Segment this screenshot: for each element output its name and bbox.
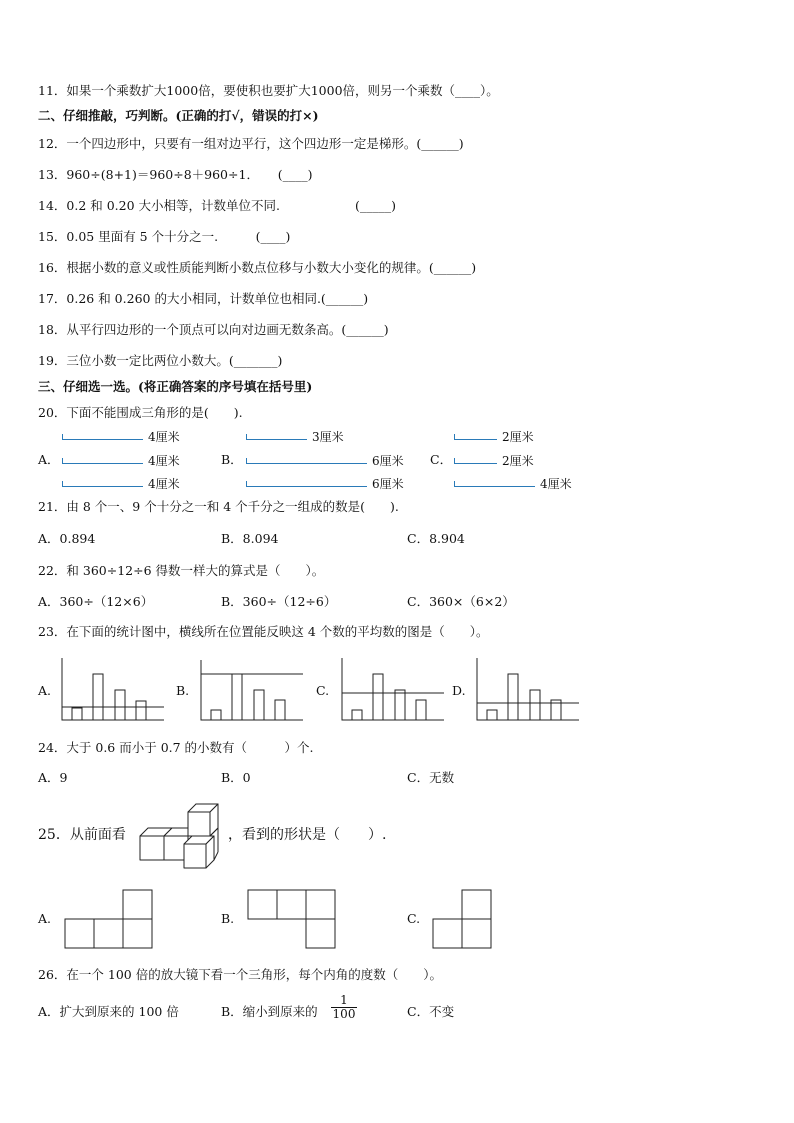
segment-b1 bbox=[246, 434, 307, 440]
q21-option-c: C．8.904 bbox=[407, 531, 465, 546]
segment-c3-length: 4厘米 bbox=[540, 477, 572, 491]
section-2-heading: 二、仔细推敲，巧判断。(正确的打√，错误的打×) bbox=[38, 108, 319, 123]
q20-label-b: B． bbox=[221, 452, 243, 467]
q20-label-a: A． bbox=[38, 452, 60, 467]
bar-chart-c bbox=[340, 656, 450, 724]
section-3-heading: 三、仔细选一选。(将正确答案的序号填在括号里) bbox=[38, 379, 313, 394]
question-15: 15．0.05 里面有 5 个十分之一. (____) bbox=[38, 229, 291, 244]
segment-b2 bbox=[246, 458, 367, 464]
front-view-option-b bbox=[247, 888, 337, 950]
question-14: 14．0.2 和 0.20 大小相等，计数单位不同. (_____) bbox=[38, 198, 397, 213]
segment-a1 bbox=[62, 434, 143, 440]
q23-label-c: C. bbox=[316, 683, 330, 698]
question-12: 12．一个四边形中，只要有一组对边平行，这个四边形一定是梯形。(______) bbox=[38, 136, 464, 151]
fraction-numerator: 1 bbox=[340, 993, 348, 1007]
question-13: 13．960÷(8+1)＝960÷8＋960÷1． (____) bbox=[38, 167, 313, 182]
segment-a3 bbox=[62, 481, 143, 487]
segment-a2-length: 4厘米 bbox=[148, 454, 180, 468]
question-24-stem: 24．大于 0.6 而小于 0.7 的小数有（ ）个. bbox=[38, 740, 314, 755]
question-23-stem: 23．在下面的统计图中，横线所在位置能反映这 4 个数的平均数的图是（ ）。 bbox=[38, 624, 489, 639]
bar-chart-b bbox=[199, 660, 309, 724]
q25-label-c: C. bbox=[407, 911, 421, 926]
q26-option-a: A．扩大到原来的 100 倍 bbox=[38, 1004, 179, 1019]
fraction-denominator: 100 bbox=[332, 1007, 356, 1021]
question-17: 17．0.26 和 0.260 的大小相同，计数单位也相同.(______) bbox=[38, 291, 369, 306]
q26-option-c: C．不变 bbox=[407, 1004, 455, 1019]
segment-c1-length: 2厘米 bbox=[502, 430, 534, 444]
q23-label-b: B. bbox=[176, 683, 190, 698]
q22-option-a: A．360÷（12×6） bbox=[38, 594, 154, 609]
q21-option-a: A．0.894 bbox=[38, 531, 96, 546]
segment-c2 bbox=[454, 458, 497, 464]
q21-option-b: B．8.094 bbox=[221, 531, 279, 546]
question-26-stem: 26．在一个 100 倍的放大镜下看一个三角形，每个内角的度数（ ）。 bbox=[38, 967, 442, 982]
bar-chart-d bbox=[475, 656, 585, 724]
cube-stack-3d bbox=[138, 800, 230, 870]
q25-label-a: A. bbox=[38, 911, 52, 926]
segment-c1 bbox=[454, 434, 497, 440]
segment-c3 bbox=[454, 481, 535, 487]
segment-b2-length: 6厘米 bbox=[372, 454, 404, 468]
q24-option-b: B．0 bbox=[221, 770, 251, 785]
bar-chart-a bbox=[60, 656, 170, 724]
question-20-stem: 20．下面不能围成三角形的是( ). bbox=[38, 405, 243, 420]
q24-option-a: A．9 bbox=[38, 770, 68, 785]
front-view-option-a bbox=[64, 888, 154, 950]
q23-label-d: D. bbox=[452, 683, 466, 698]
front-view-option-c bbox=[432, 888, 494, 950]
question-25-stem-start: 25．从前面看 bbox=[38, 827, 126, 843]
segment-b3-length: 6厘米 bbox=[372, 477, 404, 491]
segment-b3 bbox=[246, 481, 367, 487]
question-16: 16．根据小数的意义或性质能判断小数点位移与小数大小变化的规律。(______) bbox=[38, 260, 477, 275]
question-25-stem-end: ，看到的形状是（ ）. bbox=[228, 827, 387, 843]
q20-label-c: C． bbox=[430, 452, 453, 467]
q25-label-b: B. bbox=[221, 911, 235, 926]
question-11: 11．如果一个乘数扩大1000倍，要使积也要扩大1000倍，则另一个乘数（____）。 bbox=[38, 83, 499, 98]
q22-option-b: B．360÷（12÷6） bbox=[221, 594, 337, 609]
segment-a2 bbox=[62, 458, 143, 464]
question-18: 18．从平行四边形的一个顶点可以向对边画无数条高。(______) bbox=[38, 322, 389, 337]
segment-c2-length: 2厘米 bbox=[502, 454, 534, 468]
segment-b1-length: 3厘米 bbox=[312, 430, 344, 444]
q26-fraction bbox=[331, 994, 357, 1021]
q22-option-c: C．360×（6×2） bbox=[407, 594, 515, 609]
segment-a3-length: 4厘米 bbox=[148, 477, 180, 491]
q23-label-a: A. bbox=[38, 683, 52, 698]
question-19: 19．三位小数一定比两位小数大。(_______) bbox=[38, 353, 283, 368]
question-21-stem: 21．由 8 个一、9 个十分之一和 4 个千分之一组成的数是( ). bbox=[38, 499, 399, 514]
q26-option-b: B．缩小到原来的 bbox=[221, 1004, 318, 1019]
question-22-stem: 22．和 360÷12÷6 得数一样大的算式是（ ）。 bbox=[38, 563, 325, 578]
segment-a1-length: 4厘米 bbox=[148, 430, 180, 444]
q24-option-c: C．无数 bbox=[407, 770, 455, 785]
